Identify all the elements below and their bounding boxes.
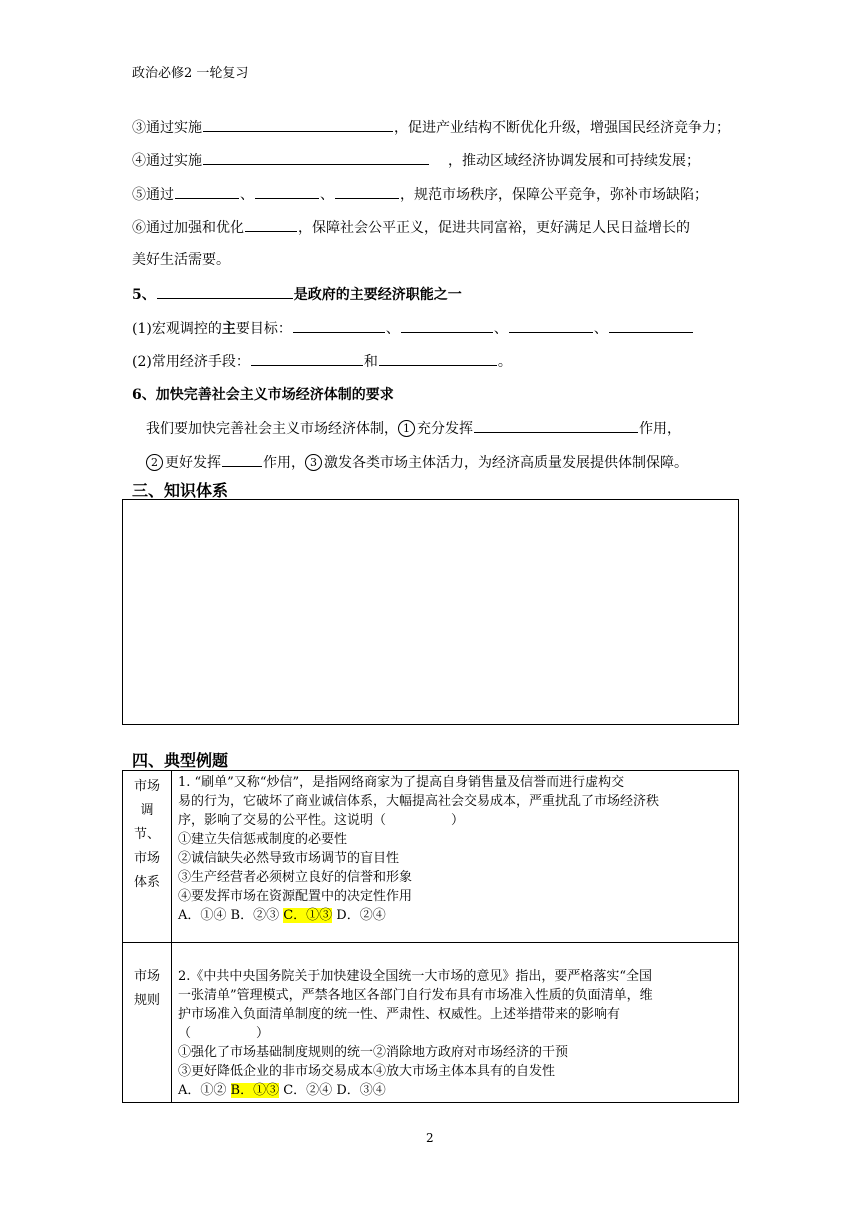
examples-table	[122, 770, 739, 1103]
label-text: 市场	[133, 851, 160, 866]
label-text: 市场	[133, 779, 160, 794]
circle-number: 2	[146, 454, 163, 471]
question-5-line-1	[132, 317, 694, 338]
question-6-title: 6、加快完善社会主义市场经济体制的要求	[132, 387, 394, 403]
option-d: D．②④	[332, 908, 386, 923]
knowledge-system-box[interactable]	[122, 499, 739, 725]
option-d: D．③④	[336, 1083, 386, 1098]
question-5-tail: 是政府的主要经济职能之一	[293, 287, 462, 303]
page-number: 2	[426, 1131, 434, 1145]
choice-item: ③生产经营者必须树立良好的信誉和形象	[178, 870, 413, 885]
question-cell	[172, 943, 739, 1103]
option-b: B．②③	[230, 908, 284, 923]
circle-number: 3	[305, 454, 322, 471]
q6-l2-mid2: 作用，	[263, 455, 305, 471]
fill-blank[interactable]	[157, 283, 293, 299]
fill-blank[interactable]	[293, 317, 385, 333]
item-5-prefix: ⑤通过	[132, 187, 174, 203]
circle-number: 1	[398, 420, 415, 437]
item-3-suffix: ，促进产业结构不断优化升级，增强国民经济竞争力；	[394, 120, 730, 136]
fill-blank[interactable]	[251, 350, 363, 366]
question-cell	[172, 771, 739, 943]
item-4-line	[132, 149, 700, 170]
item-4-suffix: ，推动区域经济协调发展和可持续发展；	[448, 153, 700, 169]
item-4-prefix: ④通过实施	[132, 153, 202, 169]
separator: 、	[385, 321, 400, 337]
separator: 、	[493, 321, 508, 337]
fill-blank[interactable]	[222, 451, 262, 467]
table-row	[123, 771, 739, 943]
q6-l1-mid: 充分发挥	[417, 421, 473, 437]
question-5-title	[132, 283, 462, 304]
fill-blank[interactable]	[474, 417, 638, 433]
row-label	[123, 771, 172, 943]
question-text: 序，影响了交易的公平性。这说明（ ）	[178, 813, 465, 828]
row-label	[123, 943, 172, 1103]
question-text: （ ）	[178, 1026, 270, 1041]
separator: 、	[320, 187, 334, 203]
separator: 、	[593, 321, 608, 337]
q6-l1-prefix: 我们要加快完善社会主义市场经济体制，	[146, 421, 398, 437]
label-text: 规则	[133, 993, 160, 1008]
question-text: 2.《中共中央国务院关于加快建设全国统一大市场的意见》指出，要严格落实“全国	[178, 969, 653, 984]
q5-l2-mid: 和	[363, 354, 378, 370]
option-c-answer: C．①③	[283, 908, 333, 923]
fill-blank[interactable]	[255, 183, 319, 199]
option-c: C．②④	[279, 1083, 337, 1098]
item-5-line	[132, 183, 708, 204]
q5-l2-prefix: (2)常用经济手段：	[132, 354, 250, 370]
page-header: 政治必修2 一轮复习	[132, 66, 249, 81]
choice-item: ②诚信缺失必然导致市场调节的盲目性	[178, 851, 400, 866]
label-text: 体系	[133, 875, 160, 890]
options-line	[178, 906, 732, 925]
q5-l1-prefix: (1)宏观调控的	[132, 321, 222, 337]
q5-l2-end: 。	[497, 354, 512, 370]
separator: 、	[240, 187, 254, 203]
item-3-prefix: ③通过实施	[132, 120, 202, 136]
item-6-line	[132, 216, 690, 237]
q5-l1-suffix: 要目标：	[235, 321, 292, 337]
item-5-suffix: ，规范市场秩序，保障公平竞争，弥补市场缺陷；	[400, 187, 708, 203]
question-5-line-2	[132, 350, 512, 371]
options-line	[178, 1081, 732, 1100]
fill-blank[interactable]	[379, 350, 497, 366]
label-text: 市场	[133, 969, 160, 984]
fill-blank[interactable]	[509, 317, 593, 333]
question-6-line-2	[146, 451, 688, 472]
option-a: A．①②	[178, 1083, 231, 1098]
choice-item: ③更好降低企业的非市场交易成本④放大市场主体本具有的自发性	[178, 1064, 556, 1079]
fill-blank[interactable]	[401, 317, 493, 333]
label-text: 节、	[133, 827, 160, 842]
fill-blank[interactable]	[203, 116, 393, 132]
item-6-suffix: ，保障社会公平正义，促进共同富裕，更好满足人民日益增长的	[298, 220, 690, 236]
item-3-line	[132, 116, 730, 137]
fill-blank[interactable]	[609, 317, 693, 333]
question-number: 5、	[132, 287, 156, 303]
option-b-answer: B．①③	[230, 1083, 280, 1098]
question-text: 护市场准入负面清单制度的统一性、严肃性、权威性。上述举措带来的影响有	[178, 1007, 621, 1022]
section-knowledge-system-title: 三、知识体系	[132, 481, 229, 500]
item-6-prefix: ⑥通过加强和优化	[132, 220, 244, 236]
fill-blank[interactable]	[245, 216, 297, 232]
q6-l2-mid: 更好发挥	[165, 455, 221, 471]
table-row	[123, 943, 739, 1103]
q6-l1-end: 作用，	[639, 421, 681, 437]
choice-item: ①建立失信惩戒制度的必要性	[178, 832, 348, 847]
question-text: 1. “刷单”又称“炒信”，是指网络商家为了提高自身销售量及信誉而进行虚构交	[178, 775, 625, 790]
question-text: 易的行为，它破坏了商业诚信体系，大幅提高社会交易成本，严重扰乱了市场经济秩	[178, 794, 660, 809]
choice-item: ①强化了市场基础制度规则的统一②消除地方政府对市场经济的干预	[178, 1045, 569, 1060]
item-6-continuation: 美好生活需要。	[132, 252, 230, 268]
question-6-line-1	[146, 417, 681, 438]
fill-blank[interactable]	[175, 183, 239, 199]
fill-blank[interactable]	[335, 183, 399, 199]
choice-item: ④要发挥市场在资源配置中的决定性作用	[178, 889, 413, 904]
q5-l1-bold: 主	[221, 321, 236, 337]
fill-blank[interactable]	[203, 149, 429, 165]
question-text: 一张清单”管理模式，严禁各地区各部门自行发布具有市场准入性质的负面清单，维	[178, 988, 653, 1003]
option-a: A．①④	[178, 908, 231, 923]
label-text: 调	[140, 803, 154, 818]
q6-l2-end: 激发各类市场主体活力，为经济高质量发展提供体制保障。	[324, 455, 688, 471]
section-examples-title: 四、典型例题	[132, 751, 229, 770]
